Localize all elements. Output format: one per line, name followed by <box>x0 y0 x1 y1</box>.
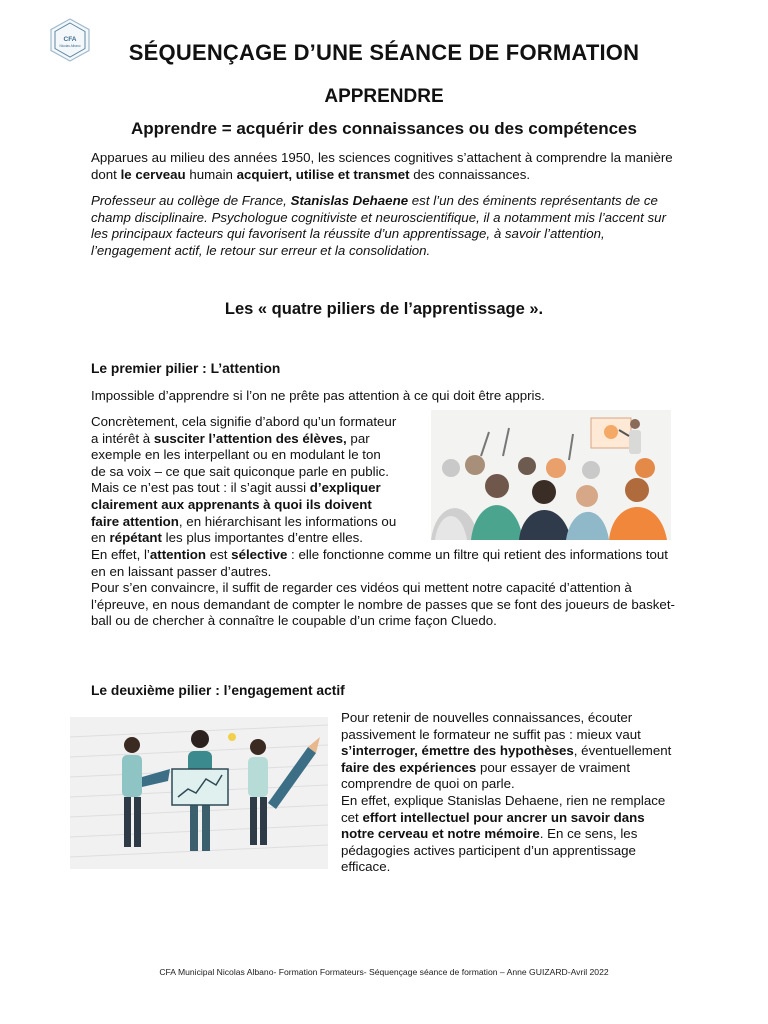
intro-paragraph: Apparues au milieu des années 1950, les sciences cognitives s’attachent à comprendre la manière dont le cerveau humain acquiert, utilise et transmet des connaissances. <box>91 150 673 182</box>
definition-heading: Apprendre = acquérir des connaissances ou des compétences <box>131 119 637 138</box>
pillar2-title: Le deuxième pilier : l’engagement actif <box>91 683 345 698</box>
page-footer: CFA Municipal Nicolas Albano- Formation Formateurs- Séquençage séance de formation – Anne GUIZARD-Avril 2022 <box>159 967 609 977</box>
pillar1-body: Concrètement, cela signifie d’abord qu’un formateur a intérêt à susciter l’attention des élèves, par exemple en les interpellant ou en modulant le ton de sa voix – ce que sait quiconque parle en public. Mais ce n’est pas tout : il s’agit aussi d’expliquer clairement aux apprenants à quoi ils doivent faire attention, en hiérarchisant les informations ou en répétant les plus importantes d’entre elles. <box>91 414 397 546</box>
section-heading-apprendre: APPRENDRE <box>324 86 444 107</box>
pillar1-lead: Impossible d’apprendre si l’on ne prête pas attention à ce qui doit être appris. <box>91 388 545 403</box>
four-pillars-heading: Les « quatre piliers de l’apprentissage ». <box>224 300 544 318</box>
selective-attention-paragraph: En effet, l’attention est sélective : elle fonctionne comme un filtre qui retient des informations tout en en laissant passer d’autres. <box>91 547 668 579</box>
document-title: SÉQUENÇAGE D’UNE SÉANCE DE FORMATION <box>128 40 640 65</box>
dehaene-paragraph: Professeur au collège de France, Stanislas Dehaene est l’un des éminents représentants de ce champ disciplinaire. Psychologue cognitiviste et neuroscientifique, il a notamment mis l’accent sur les principaux facteurs qui favorisent la réussite d’un apprentissage, à savoir l’attention, l’engagement actif, le retour sur erreur et la consolidation. <box>91 193 666 258</box>
videos-paragraph: Pour s’en convaincre, il suffit de regarder ces vidéos qui mettent notre capacité d’attention à l’épreuve, en nous demandant de compter le nombre de passes que se font des joueurs de basket-ball ou de chercher à connaître le coupable d’un crime façon Cluedo. <box>91 580 675 629</box>
active-learning-illustration <box>70 717 328 869</box>
classroom-illustration <box>431 410 671 540</box>
svg-text:CFA: CFA <box>63 36 77 43</box>
pillar1-title: Le premier pilier : L’attention <box>91 361 281 376</box>
svg-text:Nicolas Albano: Nicolas Albano <box>59 44 81 48</box>
pillar2-paragraph2: En effet, explique Stanislas Dehaene, rien ne remplace cet effort intellectuel pour ancrer un savoir dans notre cerveau et notre mémoire. En ce sens, les pédagogies actives participent d’un apprentissage efficace. <box>341 793 666 875</box>
pillar2-paragraph1: Pour retenir de nouvelles connaissances, écouter passivement le formateur ne suffit pas : mieux vaut s’interroger, émettre des hypothèses, éventuellement faire des expériences pour essayer de vraiment comprendre de quoi on parle. <box>341 710 672 792</box>
